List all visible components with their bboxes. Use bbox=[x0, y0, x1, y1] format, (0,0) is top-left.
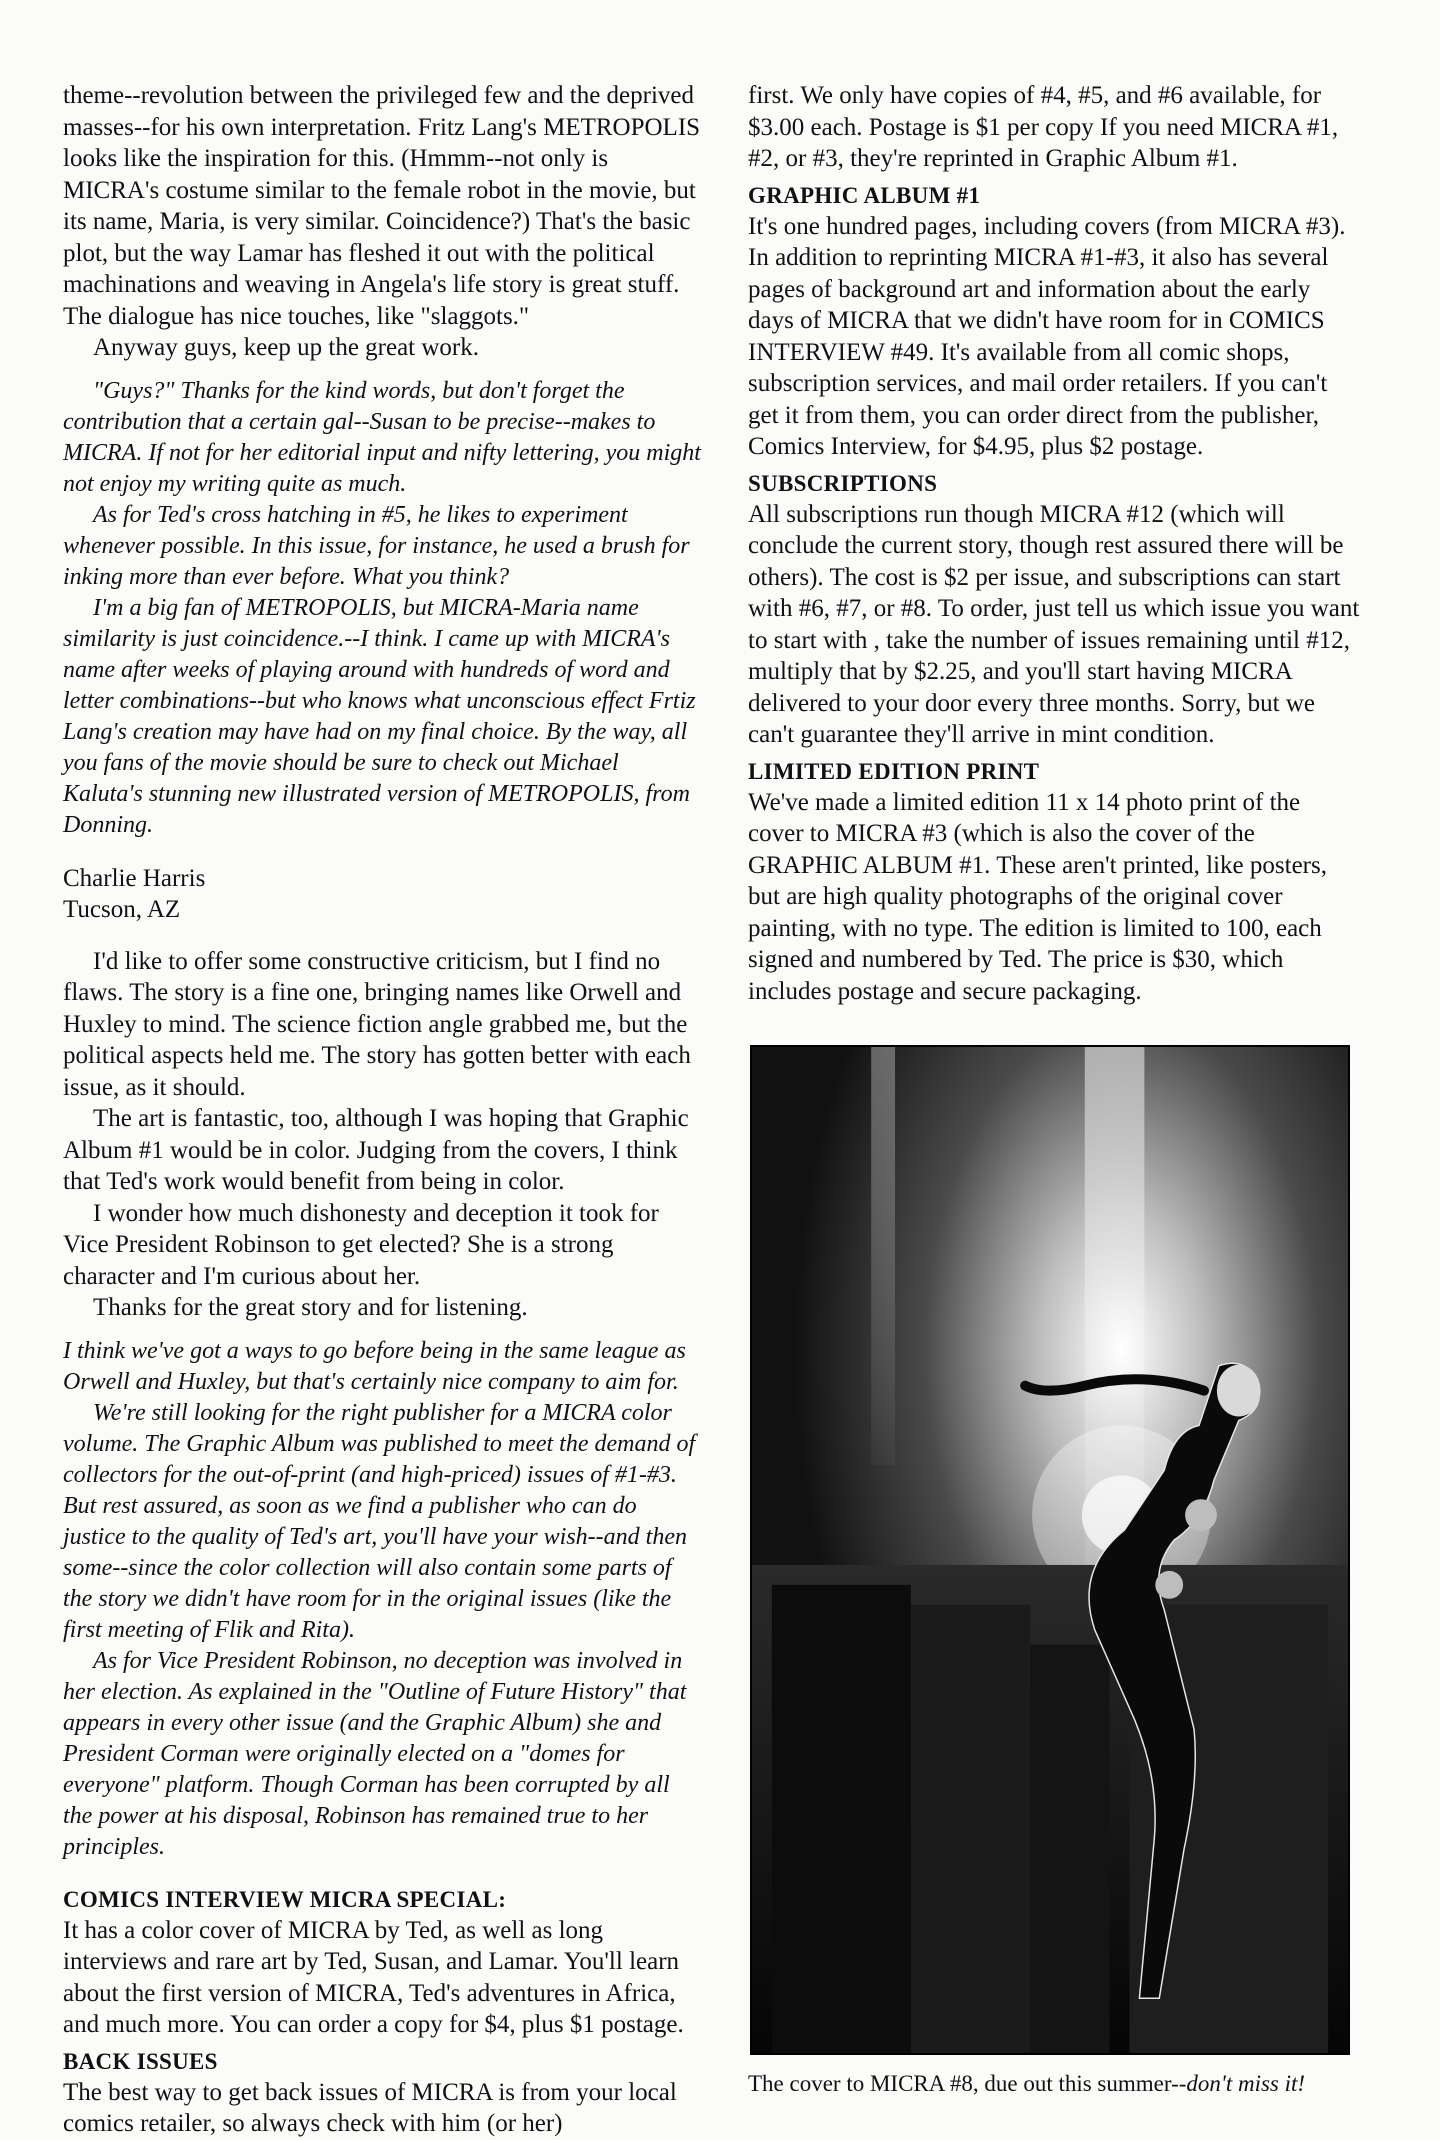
cover-caption bbox=[748, 2069, 1360, 2099]
letter-2-paragraph: Thanks for the great story and for listening. bbox=[93, 1294, 528, 1321]
limited-print-text: We've made a limited edition 11 x 14 photo print of the cover to MICRA #3 (which is also the cover of the GRAPHIC ALBUM #1. These aren't printed, like posters, but are high quality photographs of the original cover painting, with no type. The edition is limited to 100, each signed and numbered by Ted. The price is $30, which includes postage and secure packaging. bbox=[748, 788, 1327, 1005]
letter-1-paragraph: theme--revolution between the privileged few and the deprived masses--for his own interpretation. Fritz Lang's METROPOLIS looks like the inspiration for this. (Hmmm--not only is MICRA's costume similar to the female robot in the movie, but its name, Maria, is very similar. Coincidence?) That's the basic plot, but the way Lamar has fleshed it out with the political machinations and weaving in Angela's life story is great stuff. The dialogue has nice touches, like "slaggots." bbox=[63, 82, 701, 330]
right-column bbox=[748, 80, 1360, 2099]
editor-reply-1-paragraph: I'm a big fan of METROPOLIS, but MICRA-Maria name similarity is just coincidence.--I think. I came up with MICRA's name after weeks of playing around with hundreds of word and letter combinations--but who knows what unconscious effect Frtiz Lang's creation may have had on my final choice. By the way, all you fans of the movie should be sure to check out Michael Kaluta's stunning new illustrated version of METROPOLIS, from Donning. bbox=[63, 594, 696, 838]
letter-2-paragraph: I'd like to offer some constructive criticism, but I find no flaws. The story is a fine one, bringing names like Orwell and Huxley to mind. The science fiction angle grabbed me, but the political aspects held me. The story has gotten better with each issue, as it should. bbox=[63, 947, 691, 1101]
micra-special-text: It has a color cover of MICRA by Ted, as well as long interviews and rare art by Ted, Susan, and Lamar. You'll learn about the first version of MICRA, Ted's adventures in Africa, and much more. You can order a copy for $4, plus $1 postage. bbox=[63, 1916, 684, 2038]
editor-reply-2-paragraph: I think we've got a ways to go before being in the same league as Orwell and Huxley, but that's certainly nice company to aim for. bbox=[63, 1337, 686, 1395]
back-issues-text-continued: first. We only have copies of #4, #5, and #6 available, for $3.00 each. Postage is $1 per copy If you need MICRA #1, #2, or #3, they're reprinted in Graphic Album #1. bbox=[748, 82, 1339, 172]
section-heading-micra-special: COMICS INTERVIEW MICRA SPECIAL: bbox=[63, 1886, 507, 1912]
section-heading-back-issues: BACK ISSUES bbox=[63, 2048, 218, 2074]
letter-2-paragraph: I wonder how much dishonesty and deception it took for Vice President Robinson to get elected? She is a strong character and I'm curious about her. bbox=[63, 1199, 659, 1290]
editor-reply-2-paragraph: We're still looking for the right publisher for a MICRA color volume. The Graphic Album was published to meet the demand of collectors for the out-of-print (and high-priced) issues of #1-#3. But rest assured, as soon as we find a publisher who can do justice to the quality of Ted's art, you'll have your wish--and then some--since the color collection will also contain some parts of the story we didn't have room for in the original issues (like the first meeting of Flik and Rita). bbox=[63, 1399, 696, 1643]
section-heading-graphic-album: GRAPHIC ALBUM #1 bbox=[748, 182, 981, 208]
letter-2-paragraph: The art is fantastic, too, although I was hoping that Graphic Album #1 would be in color. Judging from the covers, I think that Ted's work would benefit from being in color. bbox=[63, 1105, 689, 1195]
left-column bbox=[63, 80, 703, 2140]
editor-reply-1-paragraph: As for Ted's cross hatching in #5, he likes to experiment whenever possible. In this issue, for instance, he used a brush for inking more than ever before. What you think? bbox=[63, 501, 690, 590]
subscriptions-text: All subscriptions run though MICRA #12 (which will conclude the current story, though rest assured there will be others). The cost is $2 per issue, and subscriptions can start with #6, #7, or #8. To order, just tell us which issue you want to start with , take the number of issues remaining until #12, multiply that by $2.25, and you'll start having MICRA delivered to your door every three months. Sorry, but we can't guarantee they'll arrive in mint condition. bbox=[748, 500, 1360, 748]
cover-caption-main: The cover to MICRA #8, due out this summer-- bbox=[748, 2071, 1187, 2096]
letter-2-signature-place: Tucson, AZ bbox=[63, 896, 181, 923]
editor-reply-1-paragraph: "Guys?" Thanks for the kind words, but don't forget the contribution that a certain gal--Susan to be precise--makes to MICRA. If not for her editorial input and nifty lettering, you might not enjoy my writing quite as much. bbox=[63, 377, 701, 497]
editor-reply-2-paragraph: As for Vice President Robinson, no deception was involved in her election. As explained in the "Outline of Future History" that appears in every other issue (and the Graphic Album) she and President Corman were originally elected on a "domes for everyone" platform. Though Corman has been corrupted by all the power at his disposal, Robinson has remained true to her principles. bbox=[63, 1647, 687, 1860]
section-heading-subscriptions: SUBSCRIPTIONS bbox=[748, 470, 938, 496]
cover-illustration bbox=[750, 1045, 1350, 2055]
section-heading-limited-print: LIMITED EDITION PRINT bbox=[748, 758, 1040, 784]
cover-caption-emphasis: don't miss it! bbox=[1186, 2071, 1306, 2096]
graphic-album-text: It's one hundred pages, including covers (from MICRA #3). In addition to reprinting MICRA #1-#3, it also has several pages of background art and information about the early days of MICRA that we didn't have room for in COMICS INTERVIEW #49. It's available from all comic shops, subscription services, and mail order retailers. If you can't get it from them, you can order direct from the publisher, Comics Interview, for $4.95, plus $2 postage. bbox=[748, 212, 1346, 460]
back-issues-text: The best way to get back issues of MICRA is from your local comics retailer, so always check with him (or her) bbox=[63, 2078, 677, 2137]
cover-illustration-art bbox=[752, 1047, 1348, 2053]
letter-1-closing: Anyway guys, keep up the great work. bbox=[93, 334, 480, 361]
letter-2-signature-name: Charlie Harris bbox=[63, 864, 206, 892]
